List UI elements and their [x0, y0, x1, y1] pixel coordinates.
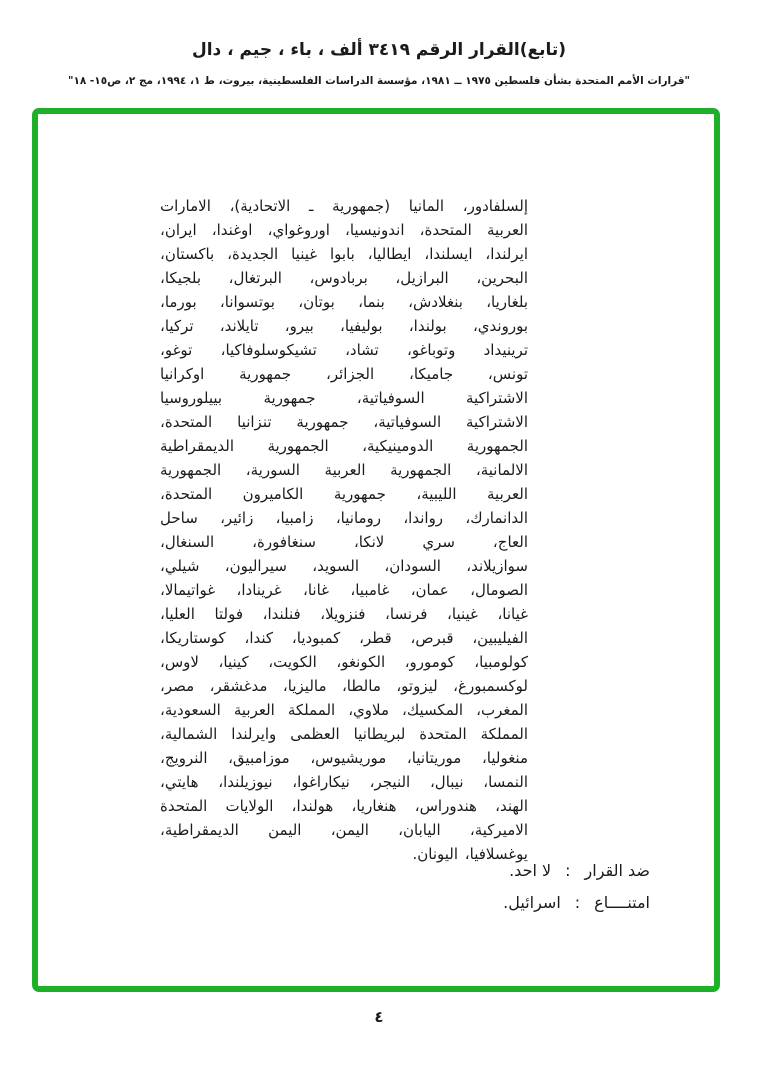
country-list-line: العاج، سري لانكا، سنغافورة، السنغال، — [160, 533, 528, 551]
country-list-line: غيانا، غينيا، فرنسا، فنزويلا، فنلندا، فولتا العليا، — [160, 605, 528, 623]
resolution-title: (تابع)القرار الرقم ٣٤١٩ ألف ، باء ، جيم ، دال — [191, 40, 567, 60]
country-list-line: الدانمارك، رواندا، رومانيا، زامبيا، زائير، ساحل — [160, 509, 528, 527]
source-citation: "قرارات الأمم المتحدة بشأن فلسطين ١٩٧٥ ــ ١٩٨١، مؤسسة الدراسات الفلسطينية، بيروت، ط ١، ١٩٩٤، مج ٢، ص١٥- ١٨" — [67, 75, 691, 87]
vote-against-colon: : — [565, 861, 571, 880]
country-list-line: الالمانية، الجمهورية العربية السورية، الجمهورية — [160, 461, 528, 479]
vote-against-line — [509, 860, 650, 882]
country-list-line: لوكسمبورغ، ليزوتو، مالطا، ماليزيا، مدغشقر، مصر، — [160, 677, 528, 695]
country-list-line: سوازيلاند، السودان، السويد، سيراليون، شيلي، — [160, 557, 528, 575]
content-border-box — [32, 108, 720, 992]
page-number: ٤ — [374, 1008, 384, 1026]
country-list-line: المملكة المتحدة لبريطانيا العظمى وايرلندا الشمالية، — [160, 725, 528, 743]
vote-against-value: لا احد. — [509, 861, 552, 880]
country-list-line: ترينيداد وتوباغو، تشاد، تشيكوسلوفاكيا، توغو، — [160, 341, 528, 359]
country-list-line: العربية الليبية، جمهورية الكاميرون المتحدة، — [160, 485, 528, 503]
country-list-line: المغرب، المكسيك، ملاوي، المملكة العربية السعودية، — [160, 701, 528, 719]
vote-abstain-value: اسرائيل. — [503, 893, 561, 912]
country-list-line: الاشتراكية السوفياتية، جمهورية بييلوروسيا — [160, 389, 528, 407]
country-list — [160, 194, 528, 866]
country-list-line: إلسلفادور، المانيا (جمهورية ـ الاتحادية)، الامارات — [160, 197, 528, 215]
country-list-line: الصومال، عمان، غامبيا، غانا، غرينادا، غواتيمالا، — [160, 581, 528, 599]
country-list-line: كولومبيا، كومورو، الكونغو، الكويت، كينيا، لاوس، — [160, 653, 528, 671]
country-list-line: الجمهورية الدومينيكية، الجمهورية الديمقراطية — [160, 437, 528, 455]
vote-abstain-label: امتنــــاع — [594, 893, 650, 912]
country-list-line: يوغسلافيا، اليونان. — [412, 845, 528, 863]
country-list-line: العربية المتحدة، اندونيسيا، اوروغواي، اوغندا، ايران، — [160, 221, 528, 239]
country-list-line: بوروندي، بولندا، بوليفيا، بيرو، تايلاند، تركيا، — [160, 317, 528, 335]
country-list-line: بلغاريا، بنغلادش، بنما، بوتان، بوتسوانا، بورما، — [160, 293, 528, 311]
vote-against-label: ضد القرار — [584, 861, 650, 880]
country-list-line: ايرلندا، ايسلندا، ايطاليا، بابوا غينيا الجديدة، باكستان، — [160, 245, 528, 263]
country-list-line: النمسا، نيبال، النيجر، نيكاراغوا، نيوزيلندا، هايتي، — [160, 773, 528, 791]
vote-abstain-line — [503, 892, 650, 914]
country-list-line: منغوليا، موريتانيا، موريشيوس، موزامبيق، النرويج، — [160, 749, 528, 767]
country-list-line: الاميركية، اليابان، اليمن، اليمن الديمقراطية، — [160, 821, 528, 839]
country-list-line: تونس، جاميكا، الجزائر، جمهورية اوكرانيا — [160, 365, 528, 383]
country-list-line: الفيليبين، قبرص، قطر، كمبوديا، كندا، كوستاريكا، — [160, 629, 528, 647]
vote-abstain-colon: : — [574, 893, 581, 912]
country-list-line: الهند، هندوراس، هنغاريا، هولندا، الولايات المتحدة — [160, 797, 528, 815]
country-list-line: البحرين، البرازيل، بربادوس، البرتغال، بلجيكا، — [160, 269, 528, 287]
country-list-line: الاشتراكية السوفياتية، جمهورية تنزانيا المتحدة، — [160, 413, 528, 431]
